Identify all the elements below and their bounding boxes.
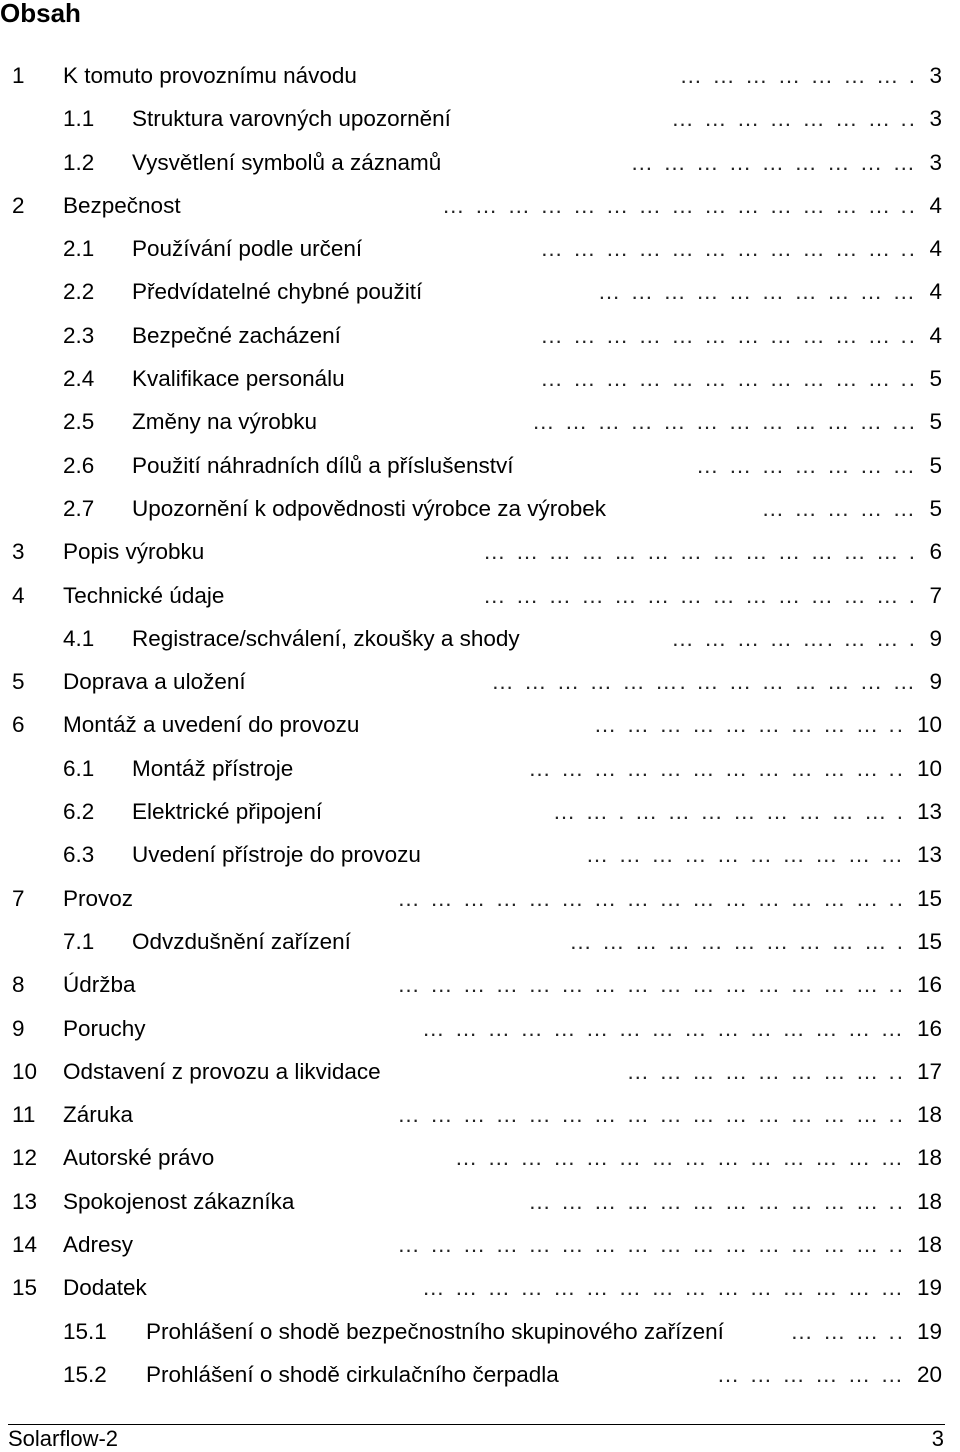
toc-entry-page-number: 6 — [929, 539, 942, 565]
toc-entry-page-number: 3 — [929, 149, 942, 175]
toc-entry-leader-dots: … … … … … … … … … … … … … … … .. — [397, 972, 905, 998]
toc-entry-page-number: 9 — [929, 625, 942, 651]
toc-entry-number: 9 — [12, 1015, 25, 1041]
page-title: Obsah — [0, 0, 81, 28]
toc-entry[interactable] — [0, 1310, 960, 1353]
toc-entry-number: 7.1 — [63, 928, 95, 954]
toc-entry-leader-dots: … … . … … … … … … … … . — [552, 799, 905, 825]
toc-entry-title: Kvalifikace personálu — [132, 366, 345, 392]
toc-entry-title: Údržba — [63, 972, 136, 998]
toc-entry[interactable] — [0, 314, 960, 357]
toc-entry[interactable] — [0, 660, 960, 703]
toc-entry-title: Prohlášení o shodě bezpečnostního skupinového zařízení — [146, 1318, 724, 1344]
toc-entry-page-number: 13 — [916, 799, 942, 825]
toc-entry-title: Technické údaje — [63, 582, 225, 608]
toc-entry[interactable] — [0, 1180, 960, 1223]
toc-entry-leader-dots: … … … … … … … … … … … … … … … — [421, 1015, 905, 1041]
footer-divider — [8, 1424, 945, 1425]
toc-entry-leader-dots: … … … … … … … … … … — [585, 842, 905, 868]
toc-entry-leader-dots: … … … … … … … .. — [671, 106, 917, 132]
toc-entry-number: 14 — [12, 1232, 38, 1258]
toc-entry-title: Autorské právo — [63, 1145, 215, 1171]
toc-entry-leader-dots: … … … … … … … … … … … … … … … .. — [397, 1102, 905, 1128]
toc-entry-title: Registrace/schválení, zkoušky a shody — [132, 625, 520, 651]
toc-entry-page-number: 5 — [929, 366, 942, 392]
toc-entry-leader-dots: … … … … … … … … … … . — [569, 928, 905, 954]
toc-entry-title: Doprava a uložení — [63, 669, 246, 695]
toc-entry-page-number: 15 — [916, 928, 942, 954]
toc-entry[interactable] — [0, 1007, 960, 1050]
toc-entry-title: Adresy — [63, 1232, 134, 1258]
toc-entry-leader-dots: … … … … … — [761, 495, 917, 521]
toc-entry-number: 2.1 — [63, 236, 95, 262]
toc-entry-title: Montáž přístroje — [132, 755, 294, 781]
toc-entry-number: 10 — [12, 1058, 38, 1084]
toc-entry-page-number: 4 — [929, 236, 942, 262]
toc-entry-leader-dots: … … … … … … … — [695, 452, 917, 478]
toc-entry-title: Bezpečnost — [63, 192, 181, 218]
toc-entry-title: Záruka — [63, 1102, 134, 1128]
toc-entry-page-number: 18 — [916, 1102, 942, 1128]
toc-entry-page-number: 3 — [929, 106, 942, 132]
toc-entry-page-number: 20 — [916, 1361, 942, 1387]
toc-entry-page-number: 15 — [916, 885, 942, 911]
toc-entry-leader-dots: … … … … … … … . — [679, 63, 917, 88]
toc-entry-page-number: 18 — [916, 1145, 942, 1171]
toc-entry[interactable] — [0, 530, 960, 573]
toc-entry-leader-dots: … … … … … … … … … .. — [593, 712, 905, 738]
toc-entry-number: 4.1 — [63, 625, 95, 651]
toc-entry-page-number: 9 — [929, 669, 942, 695]
toc-entry-page-number: 18 — [916, 1232, 942, 1258]
toc-entry-number: 8 — [12, 972, 25, 998]
toc-entry-leader-dots: … … … … … … … … … … … .. — [540, 236, 917, 262]
toc-entry[interactable] — [0, 97, 960, 140]
toc-entry[interactable] — [0, 703, 960, 746]
toc-entry-title: Předvídatelné chybné použití — [132, 279, 423, 305]
toc-entry-number: 3 — [12, 539, 25, 565]
toc-entry[interactable] — [0, 1050, 960, 1093]
toc-entry-page-number: 16 — [916, 972, 942, 998]
toc-entry-leader-dots: … … … … … … … … … … … … … … .. — [441, 192, 917, 218]
toc-entry[interactable] — [0, 227, 960, 270]
toc-entry-title: Odstavení z provozu a likvidace — [63, 1058, 381, 1084]
toc-entry-title: Vysvětlení symbolů a záznamů — [132, 149, 442, 175]
toc-entry-title: Upozornění k odpovědnosti výrobce za výrobek — [132, 495, 607, 521]
toc-entry-leader-dots: … … … … … … … … … … … .. — [540, 322, 917, 348]
toc-entry[interactable] — [0, 617, 960, 660]
toc-entry-page-number: 13 — [916, 842, 942, 868]
toc-entry[interactable] — [0, 1223, 960, 1266]
toc-entry-leader-dots: … … … … … … … … … … … … … … — [454, 1145, 905, 1171]
toc-entry-leader-dots: … … … … … … … … .. — [626, 1058, 905, 1084]
toc-entry-leader-dots: … … … .. — [790, 1318, 905, 1344]
toc-entry-title: Prohlášení o shodě cirkulačního čerpadla — [146, 1361, 559, 1387]
toc-entry-number: 6.2 — [63, 799, 95, 825]
toc-entry-title: Montáž a uvedení do provozu — [63, 712, 360, 738]
toc-entry-page-number: 16 — [916, 1015, 942, 1041]
toc-entry[interactable] — [0, 487, 960, 530]
toc-entry[interactable] — [0, 54, 960, 97]
toc-entry[interactable] — [0, 1353, 960, 1396]
toc-entry-number: 2.2 — [63, 279, 95, 305]
toc-entry[interactable] — [0, 1266, 960, 1309]
toc-entry-page-number: 4 — [929, 192, 942, 218]
toc-entry-title: Změny na výrobku — [132, 409, 318, 435]
toc-entry[interactable] — [0, 877, 960, 920]
toc-entry-leader-dots: … … … … … … … … … … … … … … … .. — [397, 885, 905, 911]
toc-entry-number: 13 — [12, 1188, 38, 1214]
toc-entry-page-number: 19 — [916, 1275, 942, 1301]
toc-entry-leader-dots: … … … … … … … … … — [630, 149, 917, 175]
toc-entry-number: 12 — [12, 1145, 38, 1171]
toc-entry-leader-dots: … … … … … … … … … … … … … … … .. — [397, 1232, 905, 1258]
toc-entry-page-number: 17 — [916, 1058, 942, 1084]
toc-entry-number: 2.6 — [63, 452, 95, 478]
footer-page-number: 3 — [931, 1426, 944, 1451]
toc-entry-number: 5 — [12, 669, 25, 695]
toc-entry-number: 11 — [12, 1102, 36, 1128]
toc-entry-page-number: 10 — [916, 755, 942, 781]
toc-entry[interactable] — [0, 1136, 960, 1179]
toc-entry-title: Dodatek — [63, 1275, 147, 1301]
footer-document-name: Solarflow-2 — [8, 1426, 119, 1451]
toc-entry[interactable] — [0, 574, 960, 617]
toc-entry-leader-dots: … … … … … … — [716, 1361, 905, 1387]
toc-entry[interactable] — [0, 920, 960, 963]
toc-entry-leader-dots: … … … … … … … … … … … ... — [531, 409, 917, 435]
toc-entry-number: 2.3 — [63, 322, 95, 348]
toc-entry-leader-dots: … … … … … … … … … … … .. — [528, 755, 905, 781]
toc-entry-number: 1.2 — [63, 149, 95, 175]
toc-entry-title: Elektrické připojení — [132, 799, 323, 825]
toc-entry[interactable] — [0, 833, 960, 876]
toc-entry-page-number: 5 — [929, 495, 942, 521]
toc-entry-page-number: 7 — [929, 582, 942, 608]
toc-entry[interactable] — [0, 184, 960, 227]
toc-entry-number: 2.5 — [63, 409, 95, 435]
toc-entry-page-number: 4 — [929, 279, 942, 305]
toc-entry-leader-dots: … … … … … … … … … … … .. — [540, 366, 917, 392]
table-of-contents — [0, 54, 960, 1396]
toc-entry-page-number: 5 — [929, 409, 942, 435]
toc-entry-title: Používání podle určení — [132, 236, 363, 262]
toc-entry[interactable] — [0, 790, 960, 833]
toc-entry-leader-dots: … … … … … …. … … … … … … … — [491, 669, 917, 695]
toc-entry-title: Použití náhradních dílů a příslušenství — [132, 452, 514, 478]
toc-entry-title: Bezpečné zacházení — [132, 322, 341, 348]
toc-entry-number: 6.1 — [63, 755, 95, 781]
toc-entry[interactable] — [0, 1093, 960, 1136]
toc-entry[interactable] — [0, 963, 960, 1006]
toc-entry-number: 2 — [12, 192, 25, 218]
toc-entry-page-number: 3 — [929, 63, 942, 88]
toc-entry-number: 7 — [12, 885, 25, 911]
toc-entry-title: Uvedení přístroje do provozu — [132, 842, 421, 868]
toc-entry-title: Spokojenost zákazníka — [63, 1188, 295, 1214]
toc-entry-title: Poruchy — [63, 1015, 146, 1041]
toc-entry-number: 15 — [12, 1275, 38, 1301]
toc-entry-title: Odvzdušnění zařízení — [132, 928, 351, 954]
toc-entry[interactable] — [0, 400, 960, 443]
toc-entry-page-number: 5 — [929, 452, 942, 478]
toc-entry-number: 2.4 — [63, 366, 95, 392]
toc-entry-page-number: 18 — [916, 1188, 942, 1214]
toc-entry-number: 6 — [12, 712, 25, 738]
toc-entry-leader-dots: … … … … … … … … … … … .. — [528, 1188, 905, 1214]
toc-entry-page-number: 19 — [916, 1318, 942, 1344]
toc-entry[interactable] — [0, 141, 960, 184]
toc-entry-page-number: 4 — [929, 322, 942, 348]
toc-entry[interactable] — [0, 747, 960, 790]
toc-entry-leader-dots: … … … … … … … … … … — [597, 279, 917, 305]
toc-entry-title: Provoz — [63, 885, 134, 911]
toc-entry-leader-dots: … … … … … … … … … … … … … . — [482, 582, 917, 608]
toc-entry-number: 1 — [12, 63, 25, 88]
toc-entry[interactable] — [0, 270, 960, 313]
toc-entry-number: 15.1 — [63, 1318, 107, 1344]
toc-entry-leader-dots: … … … … … … … … … … … … … … … — [421, 1275, 905, 1301]
toc-entry-title: K tomuto provoznímu návodu — [63, 63, 357, 88]
toc-entry-page-number: 10 — [916, 712, 942, 738]
toc-entry-leader-dots: … … … … …. … … . — [671, 625, 917, 651]
toc-entry-number: 4 — [12, 582, 25, 608]
toc-entry[interactable] — [0, 444, 960, 487]
toc-entry-title: Popis výrobku — [63, 539, 205, 565]
toc-entry-number: 6.3 — [63, 842, 95, 868]
toc-entry-title: Struktura varovných upozornění — [132, 106, 451, 132]
toc-entry-leader-dots: … … … … … … … … … … … … … . — [482, 539, 917, 565]
toc-entry-number: 1.1 — [63, 106, 95, 132]
toc-entry[interactable] — [0, 357, 960, 400]
toc-entry-number: 2.7 — [63, 495, 95, 521]
toc-entry-number: 15.2 — [63, 1361, 107, 1387]
